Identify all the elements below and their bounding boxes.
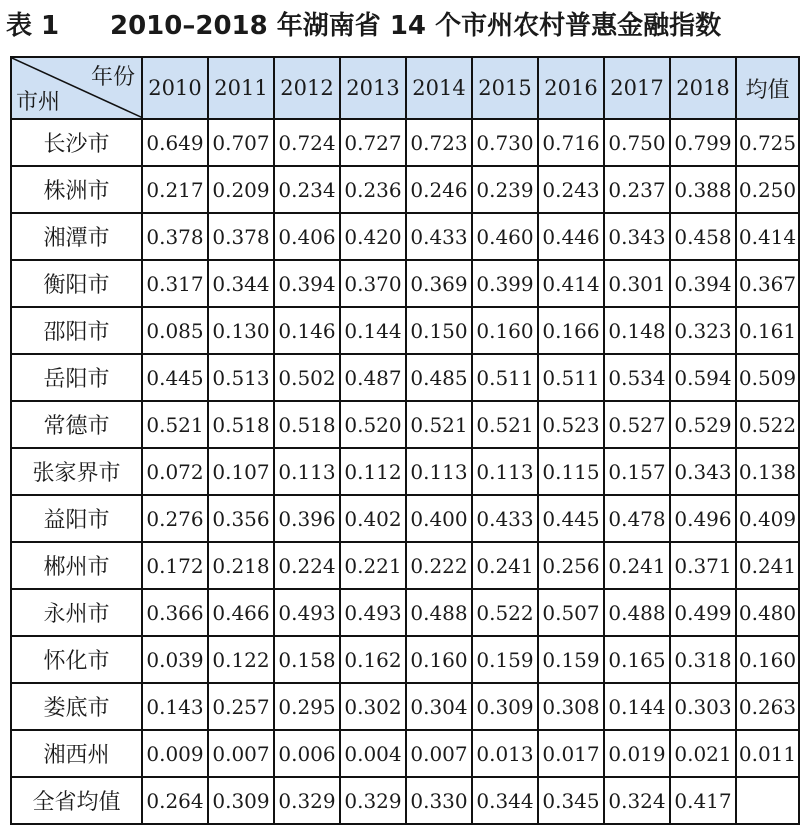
value-cell: 0.218	[208, 542, 274, 589]
value-cell: 0.143	[142, 683, 208, 730]
value-cell: 0.007	[208, 730, 274, 777]
row-label: 株洲市	[11, 166, 142, 213]
value-cell: 0.420	[340, 213, 406, 260]
value-cell: 0.723	[406, 119, 472, 166]
value-cell: 0.343	[670, 448, 736, 495]
table-row	[11, 636, 799, 683]
value-cell: 0.009	[142, 730, 208, 777]
value-cell: 0.166	[538, 307, 604, 354]
value-cell: 0.502	[274, 354, 340, 401]
table-number: 表 1	[6, 11, 60, 41]
value-cell: 0.521	[142, 401, 208, 448]
row-label: 长沙市	[11, 119, 142, 166]
value-cell: 0.304	[406, 683, 472, 730]
value-cell: 0.458	[670, 213, 736, 260]
value-cell: 0.330	[406, 777, 472, 824]
column-header: 2013	[340, 57, 406, 119]
row-label: 益阳市	[11, 495, 142, 542]
value-cell: 0.301	[604, 260, 670, 307]
value-cell: 0.499	[670, 589, 736, 636]
table-body	[11, 119, 799, 824]
value-cell: 0.487	[340, 354, 406, 401]
value-cell: 0.072	[142, 448, 208, 495]
corner-year-label: 年份	[90, 65, 135, 90]
value-cell: 0.160	[736, 636, 799, 683]
value-cell: 0.378	[208, 213, 274, 260]
value-cell: 0.529	[670, 401, 736, 448]
value-cell: 0.236	[340, 166, 406, 213]
value-cell: 0.113	[472, 448, 538, 495]
value-cell: 0.724	[274, 119, 340, 166]
value-cell: 0.263	[736, 683, 799, 730]
value-cell: 0.400	[406, 495, 472, 542]
value-cell: 0.157	[604, 448, 670, 495]
value-cell: 0.388	[670, 166, 736, 213]
value-cell: 0.317	[142, 260, 208, 307]
table-row	[11, 307, 799, 354]
value-cell: 0.276	[142, 495, 208, 542]
value-cell: 0.527	[604, 401, 670, 448]
row-label: 张家界市	[11, 448, 142, 495]
value-cell	[736, 777, 799, 824]
value-cell: 0.122	[208, 636, 274, 683]
value-cell: 0.799	[670, 119, 736, 166]
value-cell: 0.115	[538, 448, 604, 495]
value-cell: 0.730	[472, 119, 538, 166]
value-cell: 0.295	[274, 683, 340, 730]
row-label: 岳阳市	[11, 354, 142, 401]
value-cell: 0.246	[406, 166, 472, 213]
value-cell: 0.518	[208, 401, 274, 448]
value-cell: 0.707	[208, 119, 274, 166]
row-label: 全省均值	[11, 777, 142, 824]
value-cell: 0.011	[736, 730, 799, 777]
value-cell: 0.234	[274, 166, 340, 213]
row-label: 永州市	[11, 589, 142, 636]
value-cell: 0.716	[538, 119, 604, 166]
value-cell: 0.130	[208, 307, 274, 354]
value-cell: 0.511	[472, 354, 538, 401]
table-row	[11, 448, 799, 495]
value-cell: 0.217	[142, 166, 208, 213]
value-cell: 0.309	[472, 683, 538, 730]
value-cell: 0.343	[604, 213, 670, 260]
value-cell: 0.039	[142, 636, 208, 683]
value-cell: 0.013	[472, 730, 538, 777]
value-cell: 0.396	[274, 495, 340, 542]
value-cell: 0.256	[538, 542, 604, 589]
table-title: 2010–2018 年湖南省 14 个市州农村普惠金融指数	[110, 11, 722, 41]
value-cell: 0.250	[736, 166, 799, 213]
value-cell: 0.513	[208, 354, 274, 401]
value-cell: 0.323	[670, 307, 736, 354]
table-row	[11, 683, 799, 730]
value-cell: 0.160	[406, 636, 472, 683]
value-cell: 0.445	[142, 354, 208, 401]
value-cell: 0.017	[538, 730, 604, 777]
value-cell: 0.172	[142, 542, 208, 589]
value-cell: 0.446	[538, 213, 604, 260]
value-cell: 0.402	[340, 495, 406, 542]
column-header: 2014	[406, 57, 472, 119]
value-cell: 0.378	[142, 213, 208, 260]
value-cell: 0.160	[472, 307, 538, 354]
value-cell: 0.241	[472, 542, 538, 589]
value-cell: 0.725	[736, 119, 799, 166]
value-cell: 0.394	[670, 260, 736, 307]
value-cell: 0.478	[604, 495, 670, 542]
value-cell: 0.146	[274, 307, 340, 354]
value-cell: 0.158	[274, 636, 340, 683]
value-cell: 0.417	[670, 777, 736, 824]
value-cell: 0.727	[340, 119, 406, 166]
value-cell: 0.241	[736, 542, 799, 589]
value-cell: 0.399	[472, 260, 538, 307]
value-cell: 0.534	[604, 354, 670, 401]
value-cell: 0.257	[208, 683, 274, 730]
value-cell: 0.006	[274, 730, 340, 777]
value-cell: 0.370	[340, 260, 406, 307]
table-row	[11, 213, 799, 260]
value-cell: 0.165	[604, 636, 670, 683]
value-cell: 0.493	[274, 589, 340, 636]
row-label: 怀化市	[11, 636, 142, 683]
value-cell: 0.237	[604, 166, 670, 213]
value-cell: 0.224	[274, 542, 340, 589]
value-cell: 0.433	[472, 495, 538, 542]
value-cell: 0.159	[472, 636, 538, 683]
table-row	[11, 166, 799, 213]
row-label: 常德市	[11, 401, 142, 448]
value-cell: 0.480	[736, 589, 799, 636]
table-row	[11, 495, 799, 542]
value-cell: 0.367	[736, 260, 799, 307]
table-row	[11, 777, 799, 824]
value-cell: 0.144	[340, 307, 406, 354]
row-label: 湘潭市	[11, 213, 142, 260]
column-header: 2016	[538, 57, 604, 119]
table-row	[11, 260, 799, 307]
value-cell: 0.159	[538, 636, 604, 683]
row-label: 邵阳市	[11, 307, 142, 354]
value-cell: 0.521	[472, 401, 538, 448]
value-cell: 0.511	[538, 354, 604, 401]
value-cell: 0.150	[406, 307, 472, 354]
column-header-mean: 均值	[736, 57, 799, 119]
value-cell: 0.329	[274, 777, 340, 824]
value-cell: 0.324	[604, 777, 670, 824]
value-cell: 0.239	[472, 166, 538, 213]
value-cell: 0.750	[604, 119, 670, 166]
corner-city-label: 市州	[16, 90, 61, 115]
column-header: 2012	[274, 57, 340, 119]
value-cell: 0.161	[736, 307, 799, 354]
value-cell: 0.649	[142, 119, 208, 166]
value-cell: 0.522	[472, 589, 538, 636]
value-cell: 0.520	[340, 401, 406, 448]
table-row	[11, 401, 799, 448]
value-cell: 0.414	[736, 213, 799, 260]
value-cell: 0.162	[340, 636, 406, 683]
table-row	[11, 542, 799, 589]
value-cell: 0.007	[406, 730, 472, 777]
value-cell: 0.241	[604, 542, 670, 589]
value-cell: 0.309	[208, 777, 274, 824]
row-label: 娄底市	[11, 683, 142, 730]
row-label: 郴州市	[11, 542, 142, 589]
column-header: 2017	[604, 57, 670, 119]
value-cell: 0.356	[208, 495, 274, 542]
data-table	[10, 56, 800, 825]
value-cell: 0.507	[538, 589, 604, 636]
value-cell: 0.594	[670, 354, 736, 401]
value-cell: 0.144	[604, 683, 670, 730]
value-cell: 0.521	[406, 401, 472, 448]
value-cell: 0.344	[208, 260, 274, 307]
table-row	[11, 730, 799, 777]
value-cell: 0.509	[736, 354, 799, 401]
column-header: 2018	[670, 57, 736, 119]
column-header: 2010	[142, 57, 208, 119]
value-cell: 0.329	[340, 777, 406, 824]
value-cell: 0.466	[208, 589, 274, 636]
value-cell: 0.406	[274, 213, 340, 260]
row-label: 衡阳市	[11, 260, 142, 307]
value-cell: 0.485	[406, 354, 472, 401]
value-cell: 0.445	[538, 495, 604, 542]
value-cell: 0.113	[274, 448, 340, 495]
value-cell: 0.148	[604, 307, 670, 354]
value-cell: 0.433	[406, 213, 472, 260]
value-cell: 0.107	[208, 448, 274, 495]
value-cell: 0.414	[538, 260, 604, 307]
value-cell: 0.113	[406, 448, 472, 495]
value-cell: 0.318	[670, 636, 736, 683]
value-cell: 0.302	[340, 683, 406, 730]
table-row	[11, 354, 799, 401]
value-cell: 0.085	[142, 307, 208, 354]
value-cell: 0.243	[538, 166, 604, 213]
value-cell: 0.303	[670, 683, 736, 730]
value-cell: 0.345	[538, 777, 604, 824]
value-cell: 0.221	[340, 542, 406, 589]
value-cell: 0.369	[406, 260, 472, 307]
value-cell: 0.209	[208, 166, 274, 213]
value-cell: 0.460	[472, 213, 538, 260]
value-cell: 0.264	[142, 777, 208, 824]
value-cell: 0.308	[538, 683, 604, 730]
table-row	[11, 119, 799, 166]
header-row	[11, 57, 799, 119]
value-cell: 0.344	[472, 777, 538, 824]
value-cell: 0.366	[142, 589, 208, 636]
value-cell: 0.409	[736, 495, 799, 542]
value-cell: 0.488	[406, 589, 472, 636]
value-cell: 0.493	[340, 589, 406, 636]
value-cell: 0.523	[538, 401, 604, 448]
value-cell: 0.518	[274, 401, 340, 448]
row-label: 湘西州	[11, 730, 142, 777]
value-cell: 0.371	[670, 542, 736, 589]
value-cell: 0.138	[736, 448, 799, 495]
value-cell: 0.394	[274, 260, 340, 307]
value-cell: 0.019	[604, 730, 670, 777]
value-cell: 0.004	[340, 730, 406, 777]
value-cell: 0.021	[670, 730, 736, 777]
value-cell: 0.488	[604, 589, 670, 636]
table-row	[11, 589, 799, 636]
value-cell: 0.496	[670, 495, 736, 542]
column-header: 2015	[472, 57, 538, 119]
value-cell: 0.522	[736, 401, 799, 448]
column-header: 2011	[208, 57, 274, 119]
value-cell: 0.112	[340, 448, 406, 495]
corner-header-cell	[11, 57, 142, 119]
table-caption	[0, 6, 800, 46]
value-cell: 0.222	[406, 542, 472, 589]
